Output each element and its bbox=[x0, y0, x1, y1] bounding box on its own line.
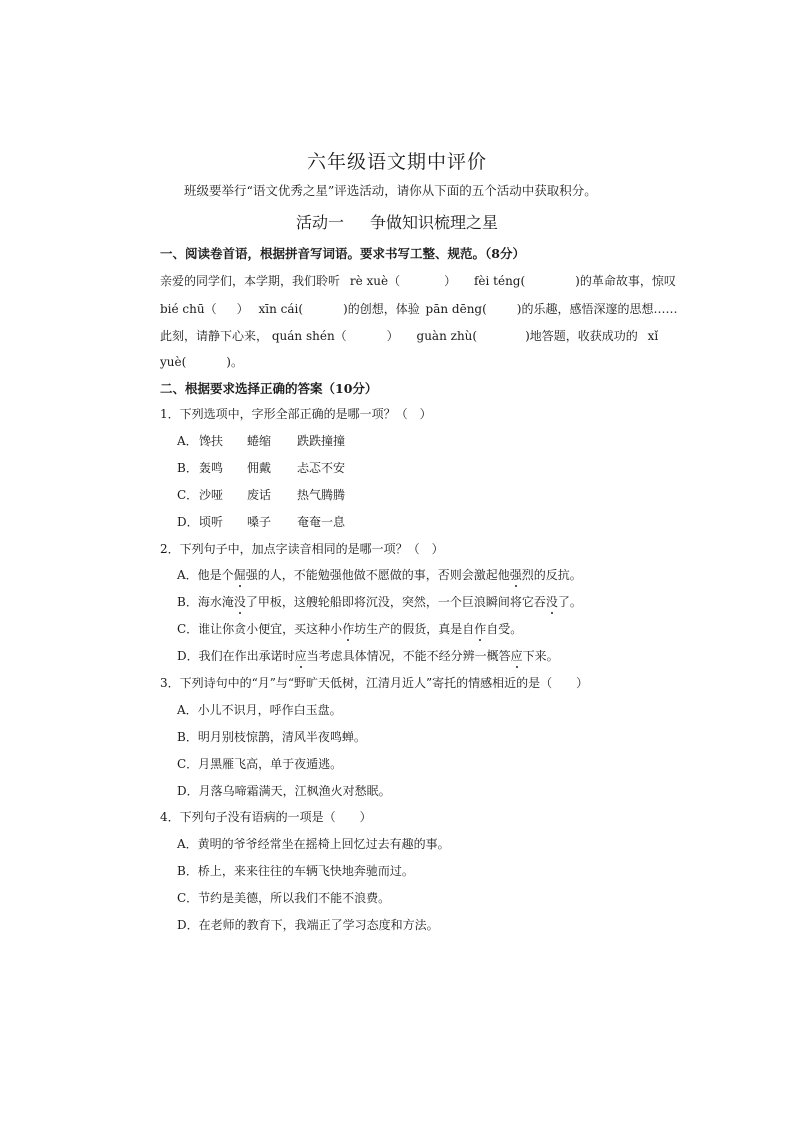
q2-option-d[interactable]: D．我们在作出承诺时应当考虑具体情况，不能不经分辨一概答应下来。 bbox=[177, 649, 559, 663]
question-3-stem: 3．下列诗句中的“月”与“野旷天低树，江清月近人”寄托的情感相近的是（ ） bbox=[160, 676, 589, 690]
q3-option-a[interactable]: A．小儿不识月，呼作白玉盘。 bbox=[177, 703, 342, 717]
dotted-char: 作 bbox=[474, 622, 487, 636]
q4-option-d[interactable]: D．在老师的教育下，我端正了学习态度和方法。 bbox=[177, 918, 439, 932]
intro-text: 班级要举行“语文优秀之星”评选活动，请你从下面的五个活动中获取积分。 bbox=[184, 183, 597, 198]
dotted-char: 应 bbox=[510, 649, 523, 663]
question-4-stem: 4．下列句子没有语病的一项是（ ） bbox=[160, 810, 372, 824]
activity-name: 争做知识梳理之星 bbox=[370, 213, 499, 232]
q4-option-c[interactable]: C．节约是美德，所以我们不能不浪费。 bbox=[177, 891, 391, 905]
passage-line-1: 亲爱的同学们，本学期，我们聆听 rè xuè（ ） fèi téng( )的革命故事，惊叹 bbox=[160, 274, 676, 288]
passage-line-3: 此刻，请静下心来， quán shén（ ） guàn zhù( )地答题，收获成功的 xǐ bbox=[160, 329, 659, 343]
activity-heading bbox=[0, 210, 794, 233]
dotted-char: 强 bbox=[509, 568, 522, 582]
dotted-char: 倔 bbox=[233, 568, 246, 582]
question-1-stem: 1．下列选项中，字形全部正确的是哪一项？（ ） bbox=[160, 407, 432, 421]
section2-heading: 二、根据要求选择正确的答案（10分） bbox=[160, 381, 378, 396]
q2-option-c[interactable]: C．谁让你贪小便宜，买这种小作坊生产的假货，真是自作自受。 bbox=[177, 622, 523, 636]
dotted-char: 应 bbox=[294, 649, 307, 663]
q1-option-c[interactable]: C．沙哑 废话 热气腾腾 bbox=[177, 488, 346, 502]
dotted-char: 没 bbox=[233, 595, 246, 609]
q2-option-b[interactable]: B．海水淹没了甲板，这艘轮船即将沉没，突然，一个巨浪瞬间将它吞没了。 bbox=[177, 595, 582, 609]
passage-line-2: bié chū（ ） xīn cái( )的创想，体验 pān dēng( )的乐趣，感悟深邃的思想…… bbox=[160, 302, 678, 316]
dotted-char: 作 bbox=[342, 622, 355, 636]
q4-option-a[interactable]: A．黄明的爷爷经常坐在摇椅上回忆过去有趣的事。 bbox=[177, 837, 450, 851]
q3-option-c[interactable]: C．月黑雁飞高，单于夜遁逃。 bbox=[177, 757, 343, 771]
q4-option-b[interactable]: B．桥上，来来往往的车辆飞快地奔驰而过。 bbox=[177, 864, 414, 878]
section1-heading: 一、阅读卷首语，根据拼音写词语。要求书写工整、规范。（8分） bbox=[160, 246, 525, 261]
dotted-char: 没 bbox=[545, 595, 558, 609]
passage-line-4: yuè( )。 bbox=[160, 355, 243, 369]
page-title: 六年级语文期中评价 bbox=[306, 151, 487, 173]
q1-option-a[interactable]: A．馋扶 蜷缩 跌跌撞撞 bbox=[177, 434, 346, 448]
q1-option-b[interactable]: B．轰鸣 佣戴 忐忑不安 bbox=[177, 461, 346, 475]
q3-option-b[interactable]: B．明月别枝惊鹊，清风半夜鸣蝉。 bbox=[177, 730, 366, 744]
activity-label: 活动一 bbox=[295, 213, 344, 232]
q2-option-a[interactable]: A．他是个倔强的人，不能勉强他做不愿做的事，否则会激起他强烈的反抗。 bbox=[177, 568, 582, 582]
q1-option-d[interactable]: D．顷听 嗓子 奄奄一息 bbox=[177, 515, 346, 529]
q3-option-d[interactable]: D．月落乌啼霜满天，江枫渔火对愁眠。 bbox=[177, 784, 391, 798]
question-2-stem: 2．下列句子中，加点字读音相同的是哪一项？（ ） bbox=[160, 542, 444, 556]
